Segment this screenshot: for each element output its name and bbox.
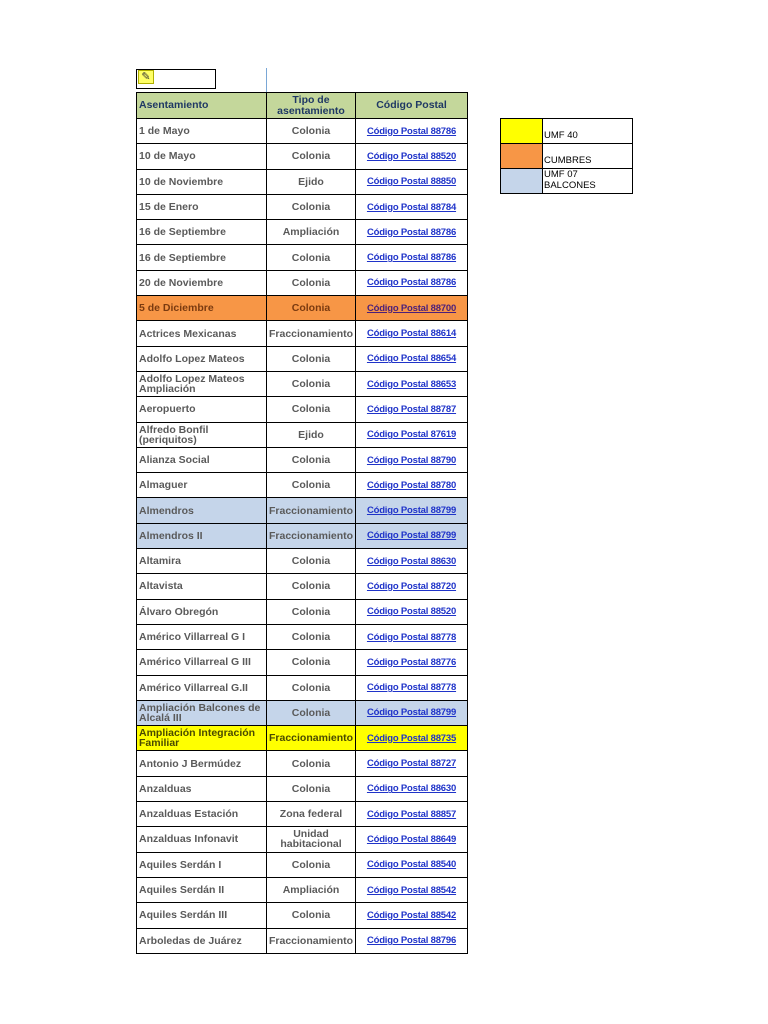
postal-code-link[interactable]: Código Postal 88796 (366, 935, 457, 947)
cell-tipo[interactable]: Colonia (267, 119, 356, 144)
cell-asentamiento[interactable]: Almendros (137, 498, 267, 523)
cell-asentamiento[interactable]: Anzalduas (137, 776, 267, 801)
cell-codigo-postal (356, 675, 468, 700)
cell-tipo[interactable]: Ejido (267, 422, 356, 447)
postal-code-link[interactable]: Código Postal 88520 (366, 606, 457, 618)
table-row (137, 447, 468, 472)
cell-codigo-postal (356, 194, 468, 219)
postal-code-link[interactable]: Código Postal 88776 (366, 656, 457, 668)
cell-codigo-postal (356, 827, 468, 852)
cell-asentamiento[interactable]: 16 de Septiembre (137, 220, 267, 245)
cell-tipo[interactable]: Colonia (267, 346, 356, 371)
cell-asentamiento[interactable]: Aquiles Serdán I (137, 852, 267, 877)
cell-asentamiento[interactable]: Aquiles Serdán III (137, 903, 267, 928)
cell-codigo-postal (356, 245, 468, 270)
cell-codigo-postal (356, 624, 468, 649)
cell-asentamiento[interactable]: Actrices Mexicanas (137, 321, 267, 346)
cell-tipo[interactable]: Fraccionamiento (267, 321, 356, 346)
table-row (137, 675, 468, 700)
legend-label: UMF 07 BALCONES (543, 169, 633, 194)
cell-tipo[interactable]: Fraccionamiento (267, 498, 356, 523)
cell-asentamiento[interactable]: Altavista (137, 574, 267, 599)
cell-tipo[interactable]: Colonia (267, 447, 356, 472)
table-row (137, 624, 468, 649)
postal-code-link[interactable]: Código Postal 88799 (366, 530, 457, 542)
cell-tipo[interactable]: Ampliación (267, 877, 356, 902)
cell-asentamiento[interactable]: Aeropuerto (137, 397, 267, 422)
postal-code-link[interactable]: Código Postal 88778 (366, 631, 457, 643)
header-asentamiento[interactable]: Asentamiento (137, 93, 267, 119)
cell-tipo[interactable]: Ejido (267, 169, 356, 194)
table-row (137, 751, 468, 776)
cell-codigo-postal (356, 574, 468, 599)
table-row (137, 599, 468, 624)
postal-code-link[interactable]: Código Postal 88540 (366, 859, 457, 871)
cell-codigo-postal (356, 549, 468, 574)
cell-codigo-postal (356, 321, 468, 346)
table-row (137, 877, 468, 902)
table-row (137, 144, 468, 169)
postal-code-link[interactable]: Código Postal 88520 (366, 150, 457, 162)
postal-code-link[interactable]: Código Postal 88654 (366, 353, 457, 365)
postal-code-link[interactable]: Código Postal 88614 (366, 328, 457, 340)
postal-code-link[interactable]: Código Postal 87619 (366, 429, 457, 441)
cell-codigo-postal (356, 599, 468, 624)
legend-swatch (501, 119, 543, 144)
cell-codigo-postal (356, 726, 468, 751)
column-resize-indicator (266, 68, 267, 92)
cell-asentamiento[interactable]: Anzalduas Estación (137, 802, 267, 827)
cell-tipo[interactable]: Fraccionamiento (267, 928, 356, 953)
cell-tipo[interactable]: Colonia (267, 599, 356, 624)
cell-tipo[interactable]: Colonia (267, 270, 356, 295)
cell-tipo[interactable]: Colonia (267, 776, 356, 801)
cell-asentamiento[interactable]: Américo Villarreal G.II (137, 675, 267, 700)
table-row (137, 397, 468, 422)
cell-tipo[interactable]: Colonia (267, 194, 356, 219)
postal-code-link[interactable]: Código Postal 88735 (366, 732, 457, 744)
cell-codigo-postal (356, 144, 468, 169)
postal-code-link[interactable]: Código Postal 88786 (366, 226, 457, 238)
postal-code-link[interactable]: Código Postal 88720 (366, 580, 457, 592)
cell-codigo-postal (356, 903, 468, 928)
cell-codigo-postal (356, 371, 468, 396)
table-row (137, 776, 468, 801)
cell-asentamiento[interactable]: Altamira (137, 549, 267, 574)
cell-tipo[interactable]: Colonia (267, 144, 356, 169)
cell-tipo[interactable]: Colonia (267, 903, 356, 928)
cell-asentamiento[interactable]: Almaguer (137, 473, 267, 498)
postal-code-link[interactable]: Código Postal 88787 (366, 403, 457, 415)
cell-tipo[interactable]: Fraccionamiento (267, 523, 356, 548)
cell-codigo-postal (356, 422, 468, 447)
cell-tipo[interactable]: Colonia (267, 574, 356, 599)
cell-codigo-postal (356, 928, 468, 953)
cell-codigo-postal (356, 397, 468, 422)
postal-code-table (136, 92, 468, 954)
cell-codigo-postal (356, 650, 468, 675)
cell-tipo[interactable]: Colonia (267, 624, 356, 649)
legend-swatch (501, 169, 543, 194)
cell-tipo[interactable]: Colonia (267, 296, 356, 321)
cell-tipo[interactable]: Unidad habitacional (267, 827, 356, 852)
cell-codigo-postal (356, 523, 468, 548)
cell-tipo[interactable]: Fraccionamiento (267, 726, 356, 751)
cell-asentamiento[interactable]: 10 de Mayo (137, 144, 267, 169)
cell-asentamiento[interactable]: Américo Villarreal G I (137, 624, 267, 649)
cell-tipo[interactable]: Colonia (267, 473, 356, 498)
postal-code-link[interactable]: Código Postal 88542 (366, 884, 457, 896)
cell-asentamiento[interactable]: Arboledas de Juárez (137, 928, 267, 953)
postal-code-link[interactable]: Código Postal 88786 (366, 125, 457, 137)
postal-code-link[interactable]: Código Postal 88857 (366, 808, 457, 820)
header-tipo[interactable]: Tipo de asentamiento (267, 93, 356, 119)
cell-tipo[interactable]: Colonia (267, 650, 356, 675)
cell-tipo[interactable]: Colonia (267, 549, 356, 574)
postal-code-link[interactable]: Código Postal 88786 (366, 277, 457, 289)
postal-code-link[interactable]: Código Postal 88790 (366, 454, 457, 466)
postal-code-link[interactable]: Código Postal 88630 (366, 555, 457, 567)
cell-asentamiento[interactable]: Antonio J Bermúdez (137, 751, 267, 776)
legend-label: CUMBRES (543, 144, 633, 169)
cell-asentamiento[interactable]: Alfredo Bonfil (periquitos) (137, 422, 267, 447)
cell-asentamiento[interactable]: 20 de Noviembre (137, 270, 267, 295)
cell-codigo-postal (356, 700, 468, 725)
cell-codigo-postal (356, 296, 468, 321)
cell-asentamiento[interactable]: Adolfo Lopez Mateos (137, 346, 267, 371)
cell-tipo[interactable]: Colonia (267, 700, 356, 725)
cell-codigo-postal (356, 802, 468, 827)
cell-asentamiento[interactable]: Almendros II (137, 523, 267, 548)
cell-codigo-postal (356, 220, 468, 245)
cell-codigo-postal (356, 270, 468, 295)
cell-codigo-postal (356, 498, 468, 523)
table-row (137, 650, 468, 675)
table-row (137, 928, 468, 953)
postal-code-link[interactable]: Código Postal 88799 (366, 505, 457, 517)
table-row (137, 549, 468, 574)
table-row (137, 119, 468, 144)
cell-asentamiento[interactable]: 5 de Diciembre (137, 296, 267, 321)
cell-tipo[interactable]: Colonia (267, 852, 356, 877)
cell-asentamiento[interactable]: Adolfo Lopez Mateos Ampliación (137, 371, 267, 396)
postal-code-link[interactable]: Código Postal 88727 (366, 758, 457, 770)
cell-asentamiento[interactable]: 1 de Mayo (137, 119, 267, 144)
table-row (137, 296, 468, 321)
cell-codigo-postal (356, 877, 468, 902)
postal-code-link[interactable]: Código Postal 88542 (366, 909, 457, 921)
cell-tipo[interactable]: Zona federal (267, 802, 356, 827)
cell-tipo[interactable]: Colonia (267, 371, 356, 396)
legend-label: UMF 40 (543, 119, 633, 144)
cell-codigo-postal (356, 447, 468, 472)
cell-tipo[interactable]: Colonia (267, 245, 356, 270)
cell-codigo-postal (356, 751, 468, 776)
postal-code-link[interactable]: Código Postal 88649 (366, 833, 457, 845)
cell-asentamiento[interactable]: 10 de Noviembre (137, 169, 267, 194)
cell-asentamiento[interactable]: 15 de Enero (137, 194, 267, 219)
postal-code-link[interactable]: Código Postal 88700 (366, 302, 457, 314)
cell-tipo[interactable]: Ampliación (267, 220, 356, 245)
table-row (137, 473, 468, 498)
cell-asentamiento[interactable]: 16 de Septiembre (137, 245, 267, 270)
postal-code-link[interactable]: Código Postal 88778 (366, 682, 457, 694)
postal-code-link[interactable]: Código Postal 88784 (366, 201, 457, 213)
table-header-row (137, 93, 468, 119)
table-row (137, 700, 468, 725)
selected-cell[interactable] (136, 69, 216, 89)
table-row (137, 422, 468, 447)
table-row (137, 852, 468, 877)
table-row (137, 802, 468, 827)
cell-asentamiento[interactable]: Ampliación Balcones de Alcalá III (137, 700, 267, 725)
table-row (137, 726, 468, 751)
table-row (137, 903, 468, 928)
table-row (137, 574, 468, 599)
legend-row (501, 119, 633, 144)
cell-asentamiento[interactable]: Álvaro Obregón (137, 599, 267, 624)
postal-code-link[interactable]: Código Postal 88850 (366, 176, 457, 188)
legend-row (501, 169, 633, 194)
cell-codigo-postal (356, 346, 468, 371)
cell-asentamiento[interactable]: Alianza Social (137, 447, 267, 472)
paste-options-icon[interactable]: ✎ (138, 70, 154, 84)
cell-tipo[interactable]: Colonia (267, 751, 356, 776)
table-row (137, 523, 468, 548)
cell-codigo-postal (356, 473, 468, 498)
color-legend (500, 118, 633, 194)
cell-codigo-postal (356, 169, 468, 194)
cell-asentamiento[interactable]: Aquiles Serdán II (137, 877, 267, 902)
cell-codigo-postal (356, 852, 468, 877)
cell-codigo-postal (356, 119, 468, 144)
table-row (137, 498, 468, 523)
cell-tipo[interactable]: Colonia (267, 397, 356, 422)
cell-asentamiento[interactable]: Ampliación Integración Familiar (137, 726, 267, 751)
postal-code-link[interactable]: Código Postal 88653 (366, 378, 457, 390)
table-row (137, 321, 468, 346)
postal-code-link[interactable]: Código Postal 88780 (366, 479, 457, 491)
table-row (137, 270, 468, 295)
table-row (137, 194, 468, 219)
cell-tipo[interactable]: Colonia (267, 675, 356, 700)
table-row (137, 220, 468, 245)
table-row (137, 371, 468, 396)
legend-swatch (501, 144, 543, 169)
cell-asentamiento[interactable]: Américo Villarreal G III (137, 650, 267, 675)
legend-row (501, 144, 633, 169)
postal-code-link[interactable]: Código Postal 88630 (366, 783, 457, 795)
table-row (137, 346, 468, 371)
table-row (137, 827, 468, 852)
postal-code-link[interactable]: Código Postal 88799 (366, 707, 457, 719)
cell-codigo-postal (356, 776, 468, 801)
table-row (137, 169, 468, 194)
cell-asentamiento[interactable]: Anzalduas Infonavit (137, 827, 267, 852)
table-row (137, 245, 468, 270)
header-codigo-postal[interactable]: Código Postal (356, 93, 468, 119)
postal-code-link[interactable]: Código Postal 88786 (366, 252, 457, 264)
